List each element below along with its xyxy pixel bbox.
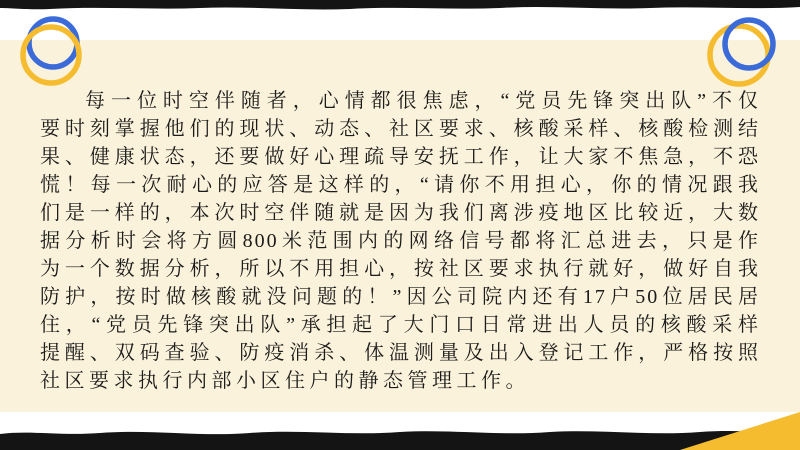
interlocked-rings-icon-left bbox=[12, 6, 104, 98]
text-line: 慌！每一次耐心的应答是这样的，“请你不用担心，你的情况跟我 bbox=[40, 174, 760, 196]
text-line: 要时刻掌握他们的现状、动态、社区要求、核酸采样、核酸检测结 bbox=[40, 118, 760, 140]
brush-stroke-shape bbox=[0, 0, 800, 9]
slide-body-text bbox=[40, 87, 760, 395]
text-line: 为一个数据分析，所以不用担心，按社区要求执行就好，做好自我 bbox=[40, 258, 760, 280]
yellow-triangle-shape bbox=[680, 412, 800, 450]
text-line: 每一位时空伴随者，心情都很焦虑，“党员先锋突出队”不仅 bbox=[85, 90, 760, 112]
text-line: 住，“党员先锋突出队”承担起了大门口日常进出人员的核酸采样 bbox=[40, 314, 760, 336]
text-line: 提醒、双码查验、防疫消杀、体温测量及出入登记工作，严格按照 bbox=[40, 342, 760, 364]
text-line: 据分析时会将方圆800米范围内的网络信号都将汇总进去，只是作 bbox=[40, 230, 760, 252]
text-line: 社区要求执行内部小区住户的静态管理工作。 bbox=[40, 370, 530, 392]
text-line: 果、健康状态，还要做好心理疏导安抚工作，让大家不焦急，不恐 bbox=[40, 146, 760, 168]
top-ink-bar bbox=[0, 0, 800, 14]
text-line: 们是一样的，本次时空伴随就是因为我们离涉疫地区比较近，大数 bbox=[40, 202, 760, 224]
corner-triangle-icon bbox=[680, 412, 800, 450]
text-line: 防护，按时做核酸就没问题的！”因公司院内还有17户50位居民居 bbox=[40, 286, 760, 308]
yellow-ring-icon bbox=[710, 26, 768, 84]
